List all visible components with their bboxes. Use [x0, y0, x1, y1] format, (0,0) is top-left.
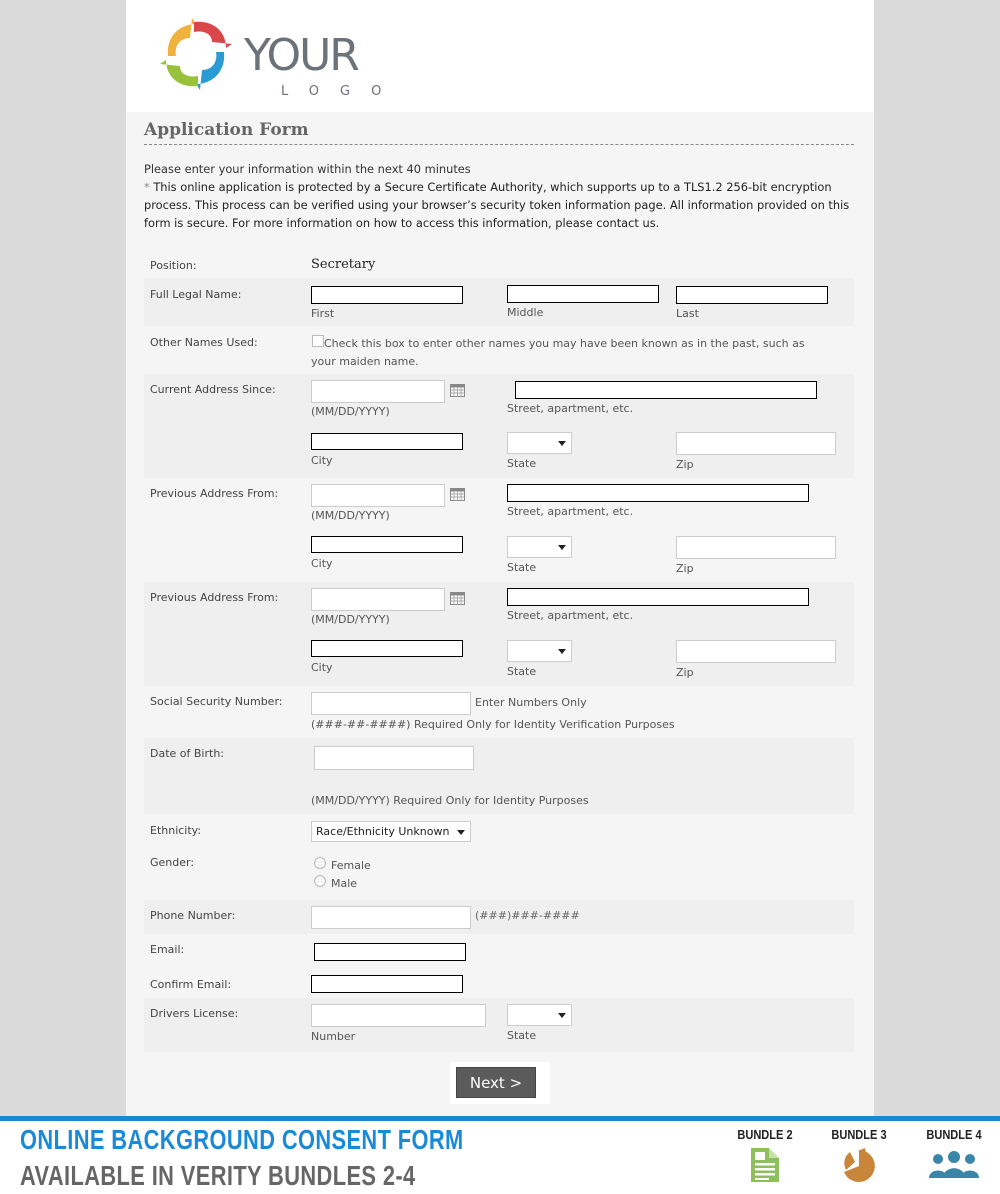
gender-label: Gender: [150, 856, 195, 869]
middle-name-input[interactable] [507, 285, 659, 303]
current-street-input[interactable] [515, 381, 817, 399]
drivers-license-state-caption: State [507, 1029, 537, 1042]
bundle-3: BUNDLE 3 [819, 1127, 899, 1184]
drivers-license-number-caption: Number [311, 1030, 356, 1043]
current-zip-caption: Zip [676, 458, 694, 471]
current-address-date-input[interactable] [311, 380, 445, 403]
previous-address-1-date-hint: (MM/DD/YYYY) [311, 509, 390, 522]
company-logo [156, 14, 403, 99]
previous-2-street-input[interactable] [507, 588, 809, 606]
previous-2-street-caption: Street, apartment, etc. [507, 609, 634, 622]
banner-subheadline: AVAILABLE IN VERITY BUNDLES 2-4 [20, 1160, 416, 1191]
email-label: Email: [150, 943, 185, 956]
chevron-down-icon [457, 830, 465, 835]
bundle-2: BUNDLE 2 [725, 1127, 805, 1184]
previous-address-2-date-hint: (MM/DD/YYYY) [311, 613, 390, 626]
previous-2-state-caption: State [507, 665, 537, 678]
other-names-text: Check this box to enter other names you may have been known as in the past, such as your maiden name. [311, 337, 805, 368]
chevron-down-icon [558, 545, 566, 550]
security-note: * This online application is protected by a Secure Certificate Authority, which supports up to a TLS1.2 256-bit encryption process. This process can be verified using your browser’s security token information page. All information provided on this form is secure. For more information on how to access this information, please contact us. [144, 180, 850, 230]
pie-chart-icon [838, 1146, 880, 1184]
previous-address-1-date-input[interactable] [311, 484, 445, 507]
current-city-input[interactable] [311, 433, 463, 450]
ssn-format: (###-##-####) Required Only for Identity Verification Purposes [311, 718, 675, 731]
middle-name-caption: Middle [507, 306, 544, 319]
calendar-icon[interactable] [450, 592, 465, 605]
previous-address-2-date-input[interactable] [311, 588, 445, 611]
promo-banner [0, 1116, 1000, 1194]
previous-2-zip-caption: Zip [676, 666, 694, 679]
time-notice: Please enter your information within the next 40 minutes [144, 162, 471, 176]
next-button[interactable]: Next > [456, 1067, 536, 1098]
ssn-hint: Enter Numbers Only [475, 696, 587, 709]
previous-1-zip-caption: Zip [676, 562, 694, 575]
previous-1-zip-input[interactable] [676, 536, 836, 559]
form-panel [126, 0, 874, 1116]
last-name-caption: Last [676, 307, 699, 320]
previous-2-zip-input[interactable] [676, 640, 836, 663]
logo-mark-icon [156, 14, 236, 94]
gender-female-label: Female [331, 859, 371, 872]
current-state-caption: State [507, 457, 537, 470]
previous-1-city-caption: City [311, 557, 333, 570]
previous-1-state-caption: State [507, 561, 537, 574]
confirm-email-input[interactable] [311, 975, 463, 993]
confirm-email-label: Confirm Email: [150, 978, 232, 991]
calendar-icon[interactable] [450, 488, 465, 501]
email-input[interactable] [314, 943, 466, 961]
ethnicity-select[interactable]: Race/Ethnicity Unknown [311, 821, 471, 842]
current-address-label: Current Address Since: [150, 383, 276, 396]
previous-1-street-input[interactable] [507, 484, 809, 502]
row-bg-drivers-license [144, 998, 854, 1052]
last-name-input[interactable] [676, 286, 828, 304]
previous-1-city-input[interactable] [311, 536, 463, 553]
previous-2-state-select[interactable] [507, 640, 572, 662]
previous-2-city-input[interactable] [311, 640, 463, 657]
chevron-down-icon [558, 441, 566, 446]
phone-format: (###)###-#### [475, 909, 580, 922]
next-button-wrapper [450, 1062, 550, 1104]
drivers-license-number-input[interactable] [311, 1004, 486, 1027]
ssn-label: Social Security Number: [150, 695, 283, 708]
other-names-label: Other Names Used: [150, 336, 258, 349]
first-name-caption: First [311, 307, 335, 320]
current-address-date-hint: (MM/DD/YYYY) [311, 405, 390, 418]
ssn-input[interactable] [311, 692, 471, 715]
previous-address-1-label: Previous Address From: [150, 487, 279, 500]
phone-label: Phone Number: [150, 909, 236, 922]
logo-subtext: LOGO [281, 84, 403, 99]
gender-female-radio[interactable] [314, 857, 326, 869]
header [126, 0, 874, 112]
banner-headline: ONLINE BACKGROUND CONSENT FORM [20, 1124, 464, 1155]
bundle-4: BUNDLE 4 [914, 1127, 994, 1180]
dob-format: (MM/DD/YYYY) Required Only for Identity Purposes [311, 794, 589, 807]
previous-address-2-label: Previous Address From: [150, 591, 279, 604]
document-icon [749, 1146, 781, 1184]
drivers-license-label: Drivers License: [150, 1007, 239, 1020]
chevron-down-icon [558, 649, 566, 654]
dob-label: Date of Birth: [150, 747, 225, 760]
first-name-input[interactable] [311, 286, 463, 304]
chevron-down-icon [558, 1013, 566, 1018]
drivers-license-state-select[interactable] [507, 1004, 572, 1026]
page-title: Application Form [144, 120, 854, 145]
position-value: Secretary [311, 257, 376, 272]
previous-2-city-caption: City [311, 661, 333, 674]
calendar-icon[interactable] [450, 384, 465, 397]
position-label: Position: [150, 259, 197, 272]
users-icon [928, 1150, 980, 1180]
phone-input[interactable] [311, 906, 471, 929]
dob-input[interactable] [314, 746, 474, 770]
current-street-caption: Street, apartment, etc. [507, 402, 634, 415]
intro-text [144, 160, 860, 232]
current-state-select[interactable] [507, 432, 572, 454]
previous-1-state-select[interactable] [507, 536, 572, 558]
ethnicity-label: Ethnicity: [150, 824, 202, 837]
gender-male-label: Male [331, 877, 358, 890]
logo-text: YOUR [244, 30, 358, 81]
previous-1-street-caption: Street, apartment, etc. [507, 505, 634, 518]
full-name-label: Full Legal Name: [150, 288, 242, 301]
current-zip-input[interactable] [676, 432, 836, 455]
current-city-caption: City [311, 454, 333, 467]
gender-male-radio[interactable] [314, 875, 326, 887]
